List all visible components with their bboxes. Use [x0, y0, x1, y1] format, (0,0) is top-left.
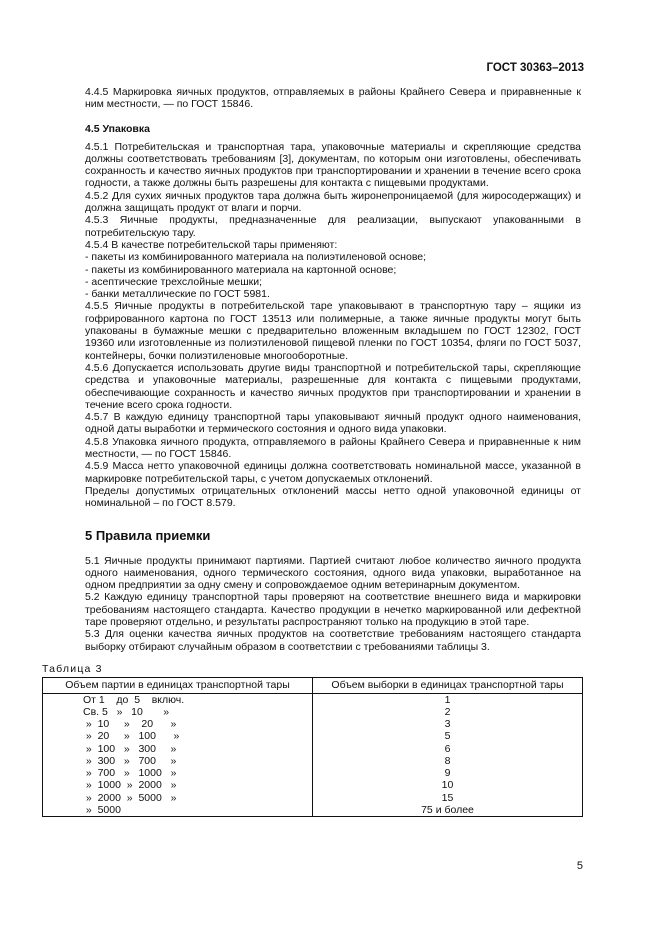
clause-4-5-8: 4.5.8 Упаковка яичного продукта, отправляемого в районы Крайнего Севера и приравненные к ним местности, — по ГОСТ 15846.	[85, 435, 581, 461]
clause-4-5-4: 4.5.4 В качестве потребительской тары применяют:	[85, 238, 338, 251]
sample-size-cell: 5	[313, 730, 583, 742]
sample-size-cell: 15	[313, 792, 583, 804]
sample-size-cell: 2	[313, 706, 583, 718]
lot-size-cell: » 5000	[43, 804, 313, 817]
sample-size-cell: 10	[313, 779, 583, 791]
sampling-table	[42, 677, 583, 817]
clause-4-5-6: 4.5.6 Допускается использовать другие виды транспортной и потребительской тары, скрепляющие средства и упаковочные материалы, разрешенные для контакта с пищевыми продуктами, обеспечивающие сохранность и качество яичных продуктов при транспортировании и хранении в течение всего срока годности.	[85, 361, 581, 411]
clause-4-5-7: 4.5.7 В каждую единицу транспортной тары упаковывают яичный продукт одного наименования, одной даты выработки и термического состояния и одного вида упаковки.	[85, 411, 581, 436]
lot-size-cell: » 2000 » 5000 »	[43, 792, 313, 804]
clause-4-4-5: 4.4.5 Маркировка яичных продуктов, отправляемых в районы Крайнего Севера и приравненные к ним местности, — по ГОСТ 15846.	[85, 86, 581, 111]
col-sample-size-header: Объем выборки в единицах транспортной тары	[313, 677, 583, 693]
list-item: - пакеты из комбинированного материала на картонной основе;	[85, 263, 397, 276]
clause-4-5-9: 4.5.9 Масса нетто упаковочной единицы должна соответствовать номинальной массе, указанной в маркировке потребительской тары, с учетом допускаемых отклонений.	[85, 460, 581, 485]
lot-size-cell: От 1 до 5 включ.	[43, 693, 313, 706]
section-4-5-title: 4.5 Упаковка	[85, 122, 150, 135]
clause-4-5-3: 4.5.3 Яичные продукты, предназначенные для реализации, выпускают упакованными в потребительскую тару.	[85, 214, 581, 239]
table-row	[43, 792, 583, 804]
list-item: - пакеты из комбинированного материала на полиэтиленовой основе;	[85, 251, 427, 264]
lot-size-cell: » 20 » 100 »	[43, 730, 313, 742]
table-row	[43, 718, 583, 730]
col-lot-size-header: Объем партии в единицах транспортной тары	[43, 677, 313, 693]
list-item: - асептические трехслойные мешки;	[85, 275, 263, 288]
table-row	[43, 779, 583, 791]
lot-size-cell: » 100 » 300 »	[43, 743, 313, 755]
table-label: Таблица 3	[42, 662, 103, 675]
standard-code: ГОСТ 30363–2013	[486, 62, 584, 74]
table-row	[43, 730, 583, 742]
sample-size-cell: 1	[313, 693, 583, 706]
clause-5-1: 5.1 Яичные продукты принимают партиями. Партией считают любое количество яичного продукта одного наименования, одного термического состояния, одного вида упаковки, выработанное на одном предприятии за одну смену и сопровождаемое одним ветеринарным документом.	[85, 554, 581, 592]
table-row	[43, 743, 583, 755]
table-header-row	[43, 677, 583, 693]
sample-size-cell: 3	[313, 718, 583, 730]
table-row	[43, 755, 583, 767]
clause-5-3: 5.3 Для оценки качества яичных продуктов на соответствие требованиям настоящего стандарта выборку отбирают случайным образом в соответствии с требованиями таблицы 3.	[85, 628, 581, 653]
clause-4-5-9-tolerance: Пределы допустимых отрицательных отклонений массы нетто одной упаковочной единицы от номинальной – по ГОСТ 8.579.	[85, 484, 581, 510]
page-content	[42, 86, 581, 817]
list-item: - банки металлические по ГОСТ 5981.	[85, 288, 270, 301]
sample-size-cell: 8	[313, 755, 583, 767]
sample-size-cell: 75 и более	[313, 804, 583, 817]
clause-5-2: 5.2 Каждую единицу транспортной тары проверяют на соответствие внешнего вида и маркировки требованиям настоящего стандарта. Качество продукции в нечетко маркированной или дефектной таре проверяют отдельно, и результаты распространяют только на продукцию в этой таре.	[85, 591, 581, 628]
clause-4-5-1: 4.5.1 Потребительская и транспортная тара, упаковочные материалы и скрепляющие средства должны соответствовать требованиям [3], документам, по которым они изготовлены, обеспечивать сохранность и качество яичных продуктов при транспортировании и хранении в течение всего срока годности, а также должны быть разрешены для контакта с пищевыми продуктами.	[85, 140, 581, 190]
table-row	[43, 706, 583, 718]
lot-size-cell: » 300 » 700 »	[43, 755, 313, 767]
lot-size-cell: » 1000 » 2000 »	[43, 779, 313, 791]
sample-size-cell: 9	[313, 767, 583, 779]
table-row	[43, 804, 583, 817]
table-row	[43, 767, 583, 779]
page-number: 5	[576, 860, 583, 872]
lot-size-cell: Св. 5 » 10 »	[43, 706, 313, 718]
lot-size-cell: » 10 » 20 »	[43, 718, 313, 730]
table-row	[43, 693, 583, 706]
clause-4-5-5: 4.5.5 Яичные продукты в потребительской таре упаковывают в транспортную тару – ящики из гофрированного картона по ГОСТ 13513 или полимерные, а также яичные продукты могут быть упакованы в бумажные мешки с предварительно вложенным вкладышем по ГОСТ 12302, ГОСТ 19360 или изготовленные из полиэтиленовой пищевой пленки по ГОСТ 10354, фляги по ГОСТ 5037, контейнеры, бочки полиэтиленовые многооборотные.	[85, 300, 581, 362]
lot-size-cell: » 700 » 1000 »	[43, 767, 313, 779]
clause-4-5-2: 4.5.2 Для сухих яичных продуктов тара должна быть жиронепроницаемой (для жиросодержащих) и должна защищать продукт от влаги и порчи.	[85, 189, 581, 215]
sample-size-cell: 6	[313, 743, 583, 755]
section-5-title: 5 Правила приемки	[85, 527, 211, 543]
